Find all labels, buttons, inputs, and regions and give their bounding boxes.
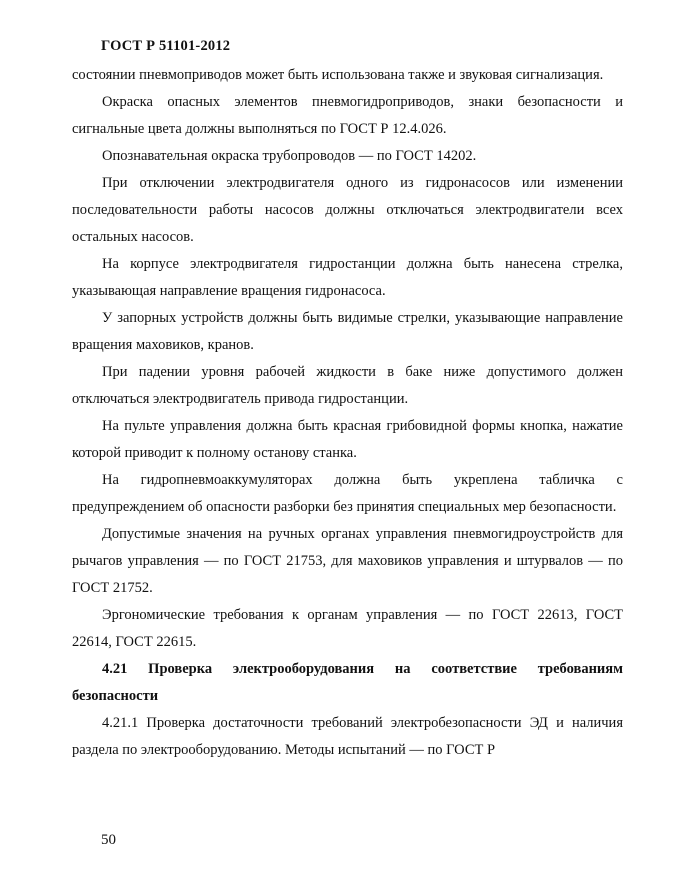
- page-header: ГОСТ Р 51101-2012: [101, 38, 231, 54]
- paragraph: На пульте управления должна быть красная грибовидной формы кнопка, нажатие которой приводит к полному останову станка.: [72, 418, 623, 461]
- paragraph: При отключении электродвигателя одного из гидронасосов или изменении последовательности работы насосов должны отключаться электродвигатели всех остальных насосов.: [72, 175, 623, 245]
- paragraph: 4.21.1 Проверка достаточности требований электробезопасности ЭД и наличия раздела по электрооборудованию. Методы испытаний — по ГОСТ Р: [72, 715, 623, 758]
- paragraph: Эргономические требования к органам управления — по ГОСТ 22613, ГОСТ 22614, ГОСТ 22615.: [72, 607, 623, 650]
- document-body: [72, 62, 623, 764]
- paragraph: состоянии пневмоприводов может быть использована также и звуковая сигнализация.: [72, 67, 604, 83]
- paragraph: Опознавательная окраска трубопроводов — по ГОСТ 14202.: [102, 148, 477, 164]
- page-number: 50: [101, 832, 116, 848]
- paragraph: Окраска опасных элементов пневмогидроприводов, знаки безопасности и сигнальные цвета должны выполняться по ГОСТ Р 12.4.026.: [72, 94, 623, 137]
- paragraph: На гидропневмоаккумуляторах должна быть укреплена табличка с предупреждением об опасности разборки без принятия специальных мер безопасности.: [72, 472, 623, 515]
- section-heading: 4.21 Проверка электрооборудования на соответствие требованиям безопасности: [72, 661, 623, 704]
- paragraph: Допустимые значения на ручных органах управления пневмогидроустройств для рычагов управления — по ГОСТ 21753, для маховиков управления и штурвалов — по ГОСТ 21752.: [72, 526, 623, 596]
- paragraph: У запорных устройств должны быть видимые стрелки, указывающие направление вращения маховиков, кранов.: [72, 310, 623, 353]
- paragraph: На корпусе электродвигателя гидростанции должна быть нанесена стрелка, указывающая направление вращения гидронасоса.: [72, 256, 623, 299]
- paragraph: При падении уровня рабочей жидкости в баке ниже допустимого должен отключаться электродвигатель привода гидростанции.: [72, 364, 623, 407]
